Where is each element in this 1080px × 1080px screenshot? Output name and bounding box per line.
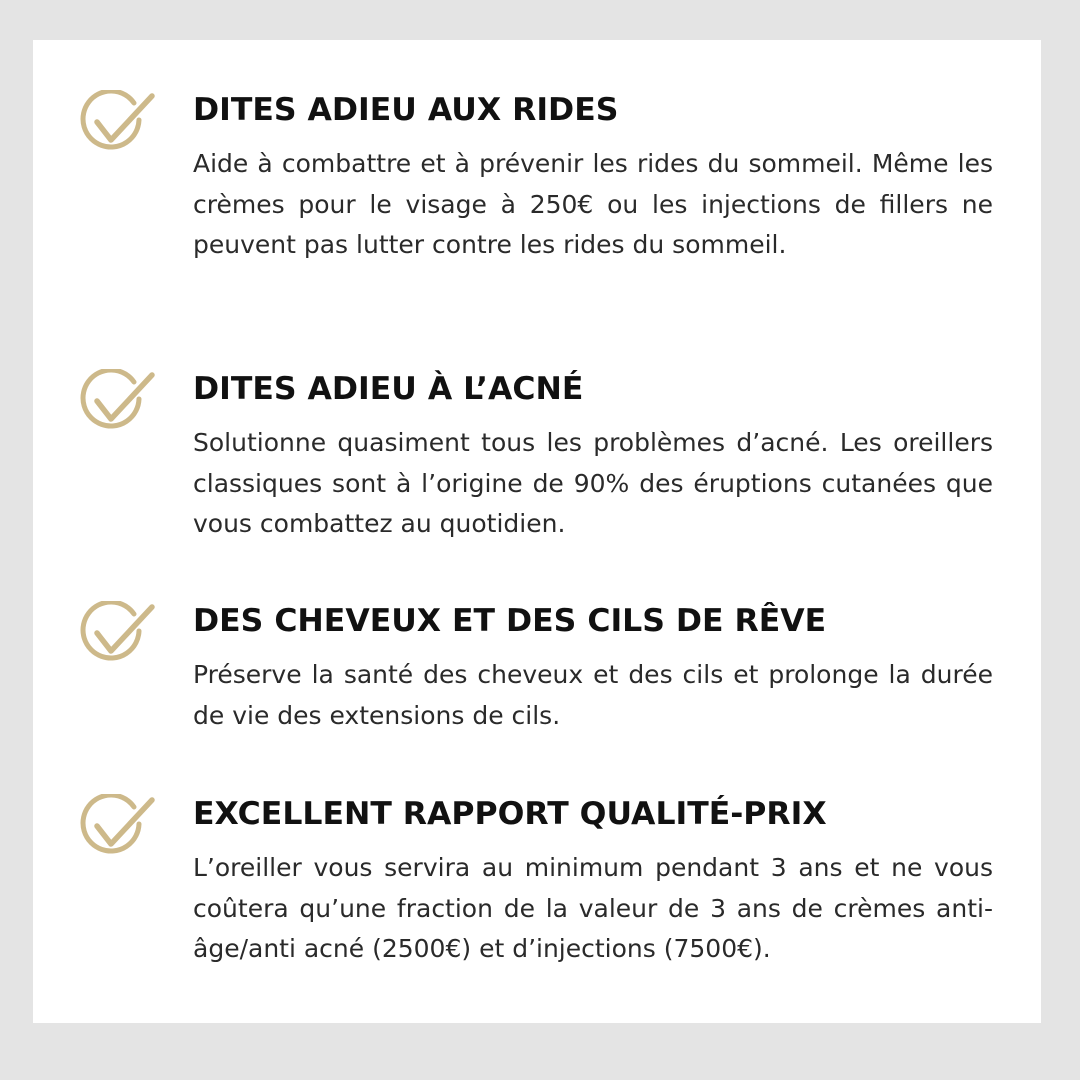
check-circle-icon	[79, 794, 155, 864]
benefit-description: L’oreiller vous servira au minimum pendant 3 ans et ne vous coûtera qu’une fraction de la valeur de 3 ans de crèmes anti-âge/anti acné (2500€) et d’injections (7500€).	[193, 853, 993, 963]
benefits-card	[33, 40, 1041, 1023]
check-circle-icon	[79, 90, 155, 160]
benefit-title: DITES ADIEU AUX RIDES	[193, 92, 619, 128]
benefit-description: Aide à combattre et à prévenir les rides du sommeil. Même les crèmes pour le visage à 250€ ou les injections de fillers ne peuvent pas lutter contre les rides du sommeil.	[193, 149, 993, 259]
benefit-title: EXCELLENT RAPPORT QUALITÉ-PRIX	[193, 796, 827, 832]
benefit-title: DES CHEVEUX ET DES CILS DE RÊVE	[193, 603, 827, 639]
benefit-title: DITES ADIEU À L’ACNÉ	[193, 371, 584, 407]
check-circle-icon	[79, 369, 155, 439]
benefit-description: Solutionne quasiment tous les problèmes d’acné. Les oreillers classiques sont à l’origine de 90% des éruptions cutanées que vous combattez au quotidien.	[193, 428, 993, 538]
check-circle-icon	[79, 601, 155, 671]
benefit-description: Préserve la santé des cheveux et des cils et prolonge la durée de vie des extensions de cils.	[193, 660, 993, 730]
